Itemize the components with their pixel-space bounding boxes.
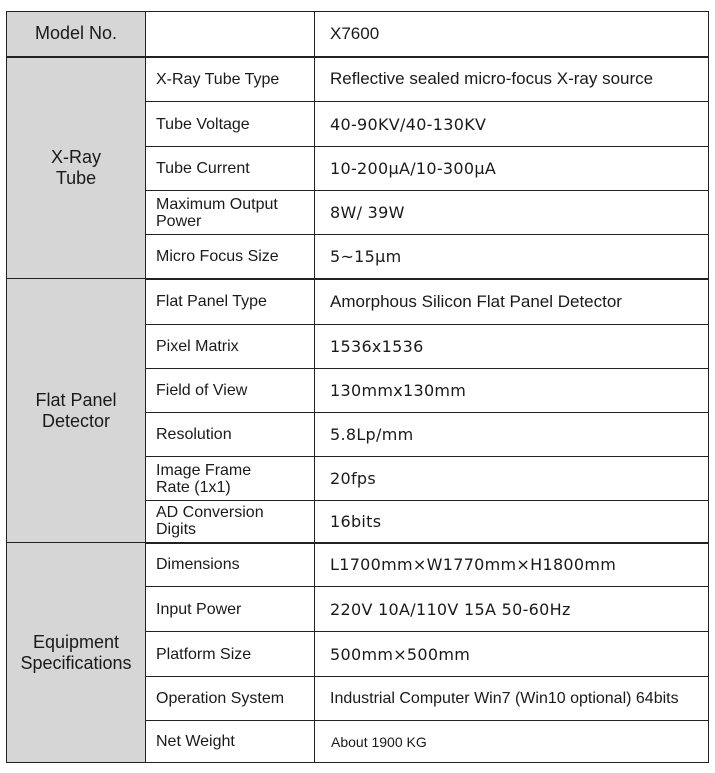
spec-value: 20fps <box>315 457 709 501</box>
spec-value: Amorphous Silicon Flat Panel Detector <box>315 279 709 325</box>
spec-label: Resolution <box>146 413 315 457</box>
spec-label: Pixel Matrix <box>146 325 315 369</box>
spec-value: Industrial Computer Win7 (Win10 optional) 64bits <box>315 677 709 721</box>
spec-value: About 1900 KG <box>315 721 709 763</box>
spec-value: 5.8Lp/mm <box>315 413 709 457</box>
spec-value: 220V 10A/110V 15A 50-60Hz <box>315 587 709 632</box>
spec-label: X-Ray Tube Type <box>146 57 315 102</box>
spec-label: Dimensions <box>146 543 315 587</box>
spec-label: Platform Size <box>146 632 315 677</box>
spec-label <box>146 501 315 543</box>
spec-label-text: AD Conversion Digits <box>156 504 264 539</box>
spec-value: 16bits <box>315 501 709 543</box>
model-row <box>7 12 709 57</box>
spec-label: Tube Current <box>146 147 315 191</box>
table-row <box>7 57 709 102</box>
category-flat-panel-detector <box>7 279 146 543</box>
spec-value: L1700mm×W1770mm×H1800mm <box>315 543 709 587</box>
spec-value: 5~15μm <box>315 235 709 279</box>
spec-value: 130mmx130mm <box>315 369 709 413</box>
model-value: X7600 <box>315 12 709 57</box>
spec-label <box>146 457 315 501</box>
category-label: Equipment Specifications <box>20 631 132 673</box>
spec-value: 500mm×500mm <box>315 632 709 677</box>
spec-label: Field of View <box>146 369 315 413</box>
spec-table <box>6 11 709 763</box>
spec-value: 10-200μA/10-300μA <box>315 147 709 191</box>
spec-label: Micro Focus Size <box>146 235 315 279</box>
category-xray-tube <box>7 57 146 279</box>
spec-label: Input Power <box>146 587 315 632</box>
model-empty-cell <box>146 12 315 57</box>
spec-label-text: Image Frame Rate (1x1) <box>156 461 252 496</box>
spec-label: Flat Panel Type <box>146 279 315 325</box>
category-label: Flat Panel Detector <box>35 389 117 431</box>
category-label: X-Ray Tube <box>50 146 101 188</box>
spec-label <box>146 191 315 235</box>
spec-value: Reflective sealed micro-focus X-ray source <box>315 57 709 102</box>
model-label: Model No. <box>7 12 146 57</box>
spec-label: Net Weight <box>146 721 315 763</box>
spec-value: 1536x1536 <box>315 325 709 369</box>
spec-value: 8W/ 39W <box>315 191 709 235</box>
spec-label: Operation System <box>146 677 315 721</box>
spec-value: 40-90KV/40-130KV <box>315 102 709 147</box>
table-row <box>7 279 709 325</box>
spec-label-text: Maximum Output Power <box>156 195 278 230</box>
category-equipment-specifications <box>7 543 146 763</box>
table-row <box>7 543 709 587</box>
spec-label: Tube Voltage <box>146 102 315 147</box>
